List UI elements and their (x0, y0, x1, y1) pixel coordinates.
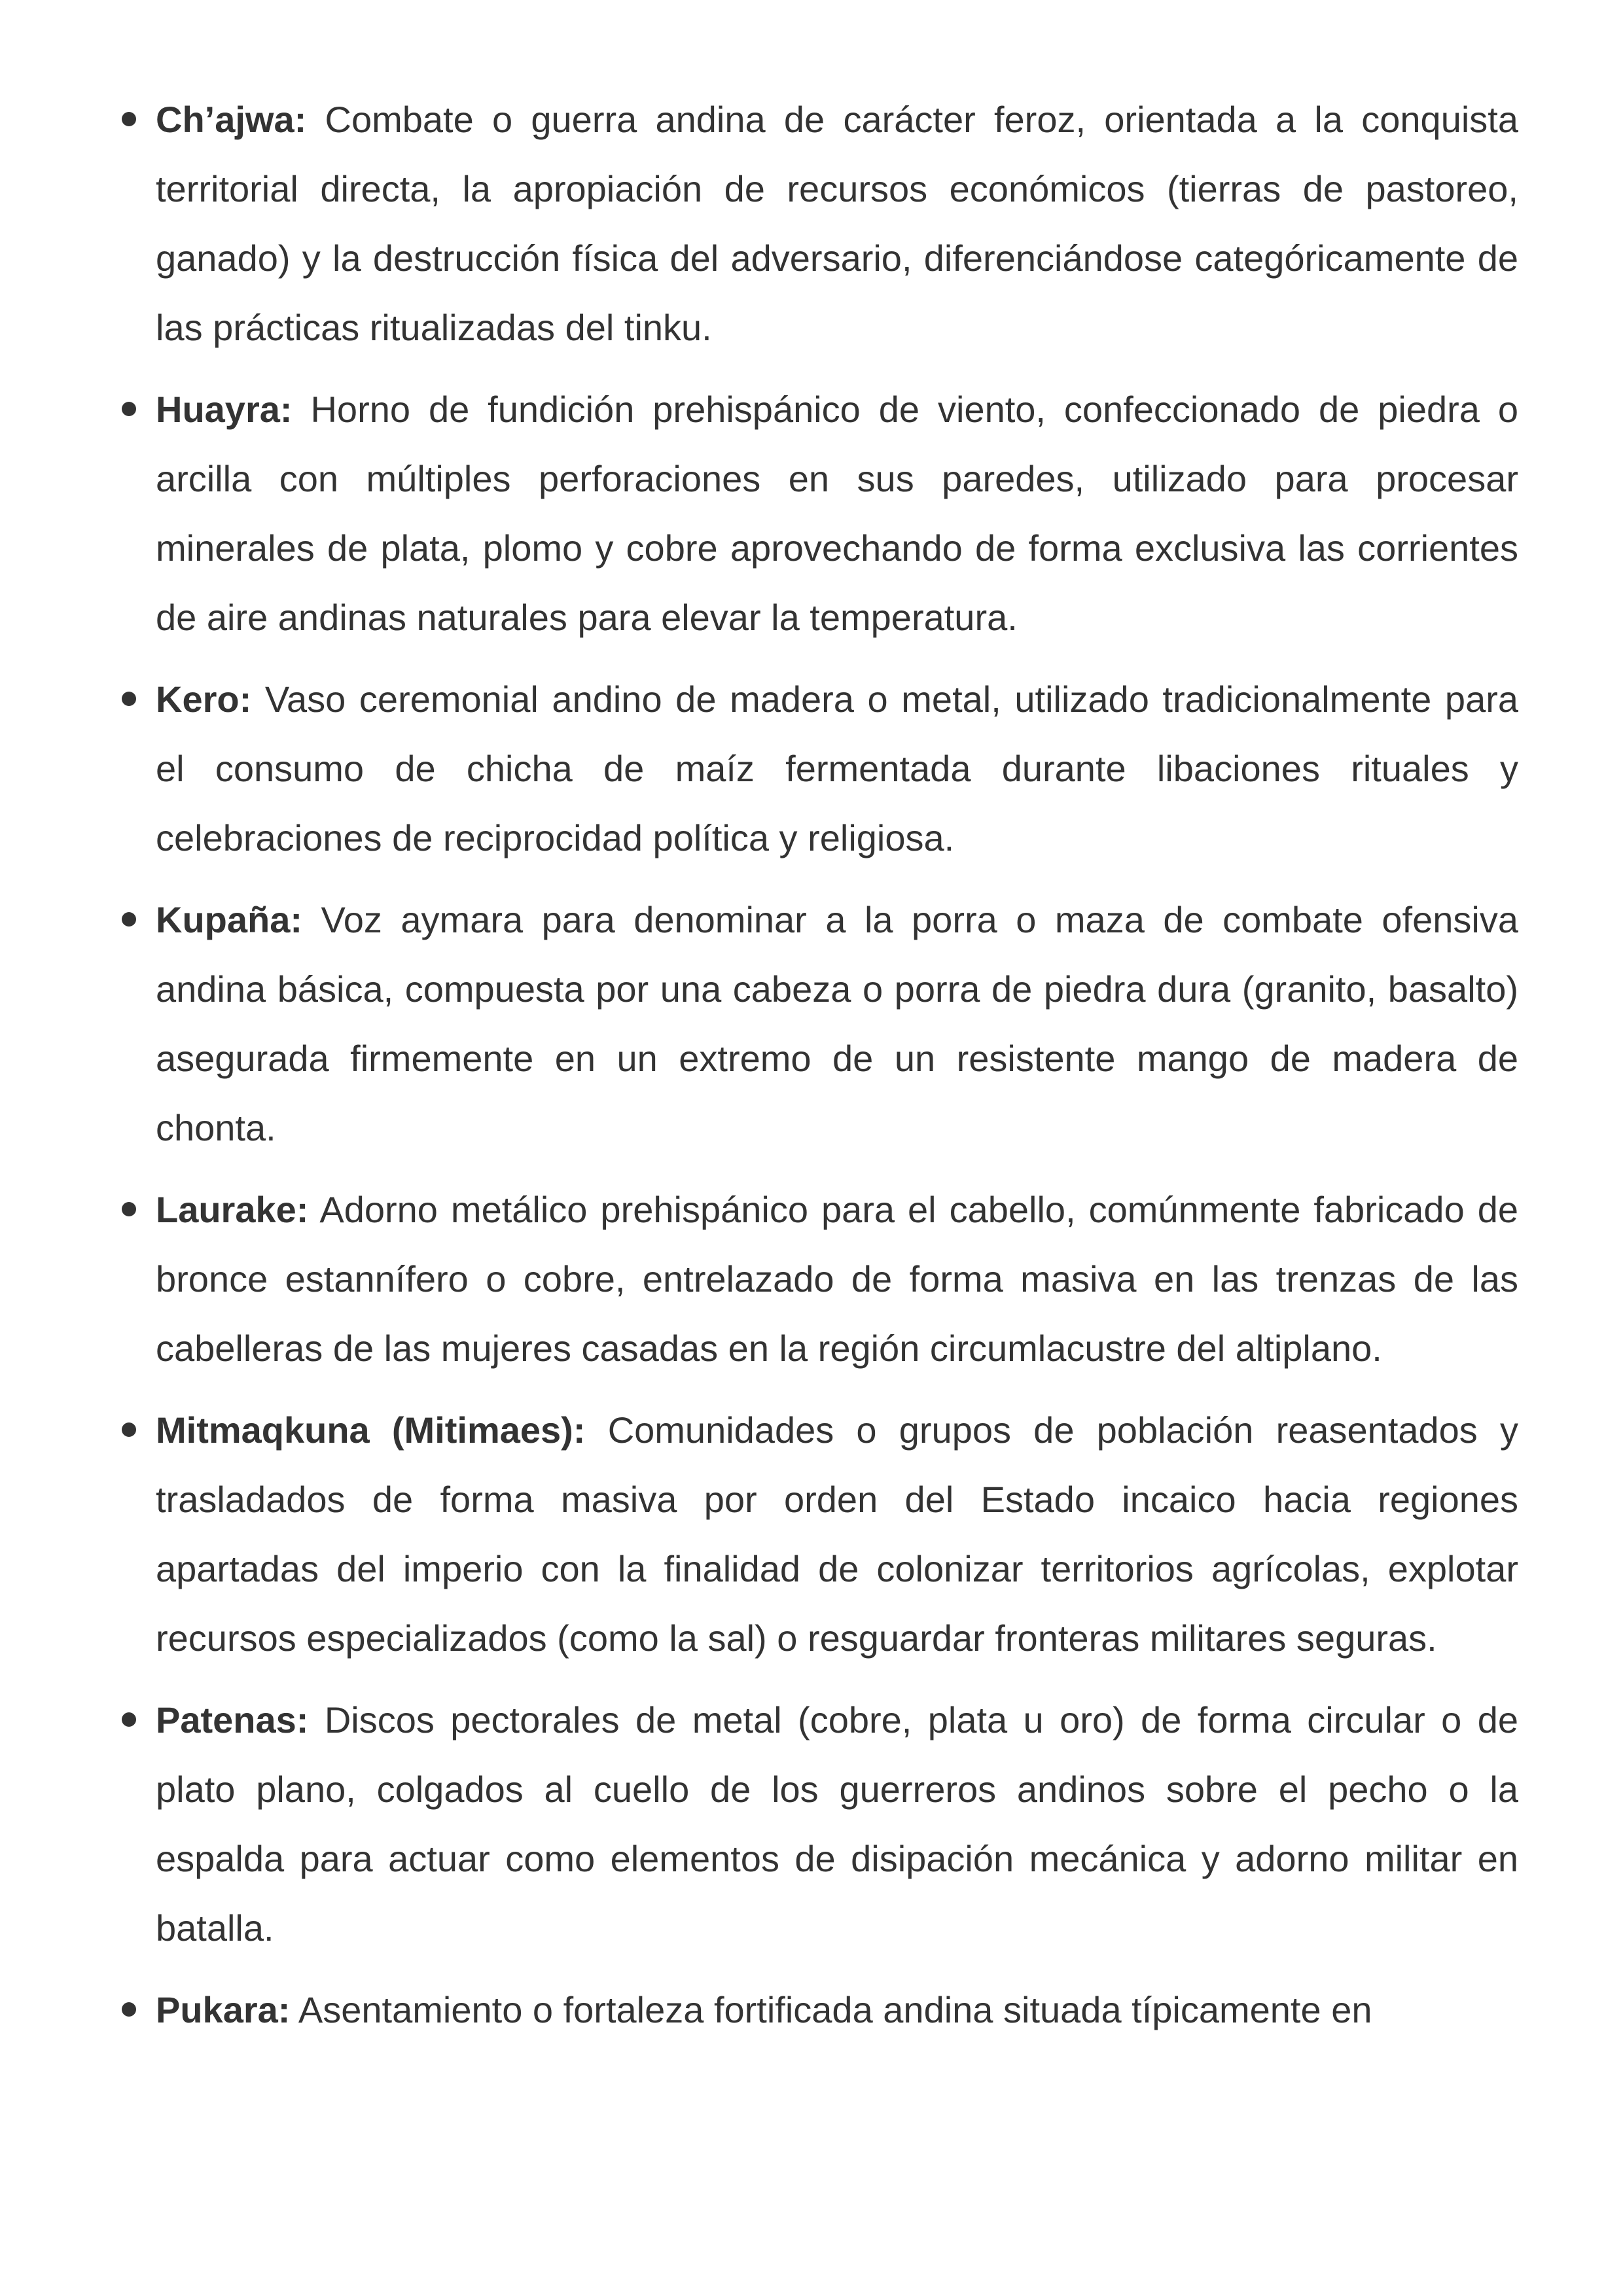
glossary-term: Patenas: (156, 1699, 309, 1740)
glossary-entry-kupana (156, 885, 1518, 1163)
glossary-definition: Combate o guerra andina de carácter feroz, orientada a la conquista territorial directa, la apropiación de recursos económicos (tierras de pastoreo, ganado) y la destrucción física del adversario, diferenciándose categóricamente de las prácticas ritualizadas del tinku. (156, 99, 1518, 348)
glossary-definition: Adorno metálico prehispánico para el cabello, comúnmente fabricado de bronce estannífero o cobre, entrelazado de forma masiva en las trenzas de las cabelleras de las mujeres casadas en la región circumlacustre del altiplano. (156, 1189, 1518, 1369)
glossary-definition: Asentamiento o fortaleza fortificada andina situada típicamente en (298, 1989, 1372, 2030)
glossary-term: Kupaña: (156, 899, 302, 940)
glossary-definition: Discos pectorales de metal (cobre, plata u oro) de forma circular o de plato plano, colgados al cuello de los guerreros andinos sobre el pecho o la espalda para actuar como elementos de disipación mecánica y adorno militar en batalla. (156, 1699, 1518, 1949)
glossary-entry-chajwa (156, 85, 1518, 362)
bullet-icon (122, 2002, 136, 2017)
glossary-entry-kero (156, 665, 1518, 873)
glossary-term: Kero: (156, 679, 252, 720)
glossary-definition: Voz aymara para denominar a la porra o maza de combate ofensiva andina básica, compuesta por una cabeza o porra de piedra dura (granito, basalto) asegurada firmemente en un extremo de un resistente mango de madera de chonta. (156, 899, 1518, 1148)
glossary-entry-huayra (156, 375, 1518, 652)
glossary-term: Mitmaqkuna (Mitimaes): (156, 1409, 586, 1451)
glossary-term: Ch’ajwa: (156, 99, 307, 140)
glossary-term: Pukara: (156, 1989, 291, 2030)
bullet-icon (122, 1422, 136, 1437)
glossary-definition: Vaso ceremonial andino de madera o metal, utilizado tradicionalmente para el consumo de chicha de maíz fermentada durante libaciones rituales y celebraciones de reciprocidad política y religiosa. (156, 679, 1519, 858)
bullet-icon (122, 1712, 136, 1727)
glossary-term: Laurake: (156, 1189, 309, 1230)
bullet-icon (122, 402, 136, 416)
bullet-icon (122, 912, 136, 927)
glossary-entry-laurake (156, 1175, 1518, 1383)
bullet-icon (122, 692, 136, 706)
glossary-definition: Comunidades o grupos de población reasentados y trasladados de forma masiva por orden del Estado incaico hacia regiones apartadas del imperio con la finalidad de colonizar territorios agrícolas, explotar recursos especializados (como la sal) o resguardar fronteras militares seguras. (156, 1409, 1518, 1659)
glossary-entry-pukara (156, 1975, 1518, 2045)
glossary-definition: Horno de fundición prehispánico de viento, confeccionado de piedra o arcilla con múltiples perforaciones en sus paredes, utilizado para procesar minerales de plata, plomo y cobre aprovechando de forma exclusiva las corrientes de aire andinas naturales para elevar la temperatura. (156, 389, 1519, 638)
glossary-entry-mitmaqkuna (156, 1396, 1518, 1673)
glossary-entry-patenas (156, 1686, 1518, 1963)
glossary-list (156, 85, 1518, 2057)
bullet-icon (122, 112, 136, 126)
bullet-icon (122, 1202, 136, 1216)
glossary-term: Huayra: (156, 389, 293, 430)
